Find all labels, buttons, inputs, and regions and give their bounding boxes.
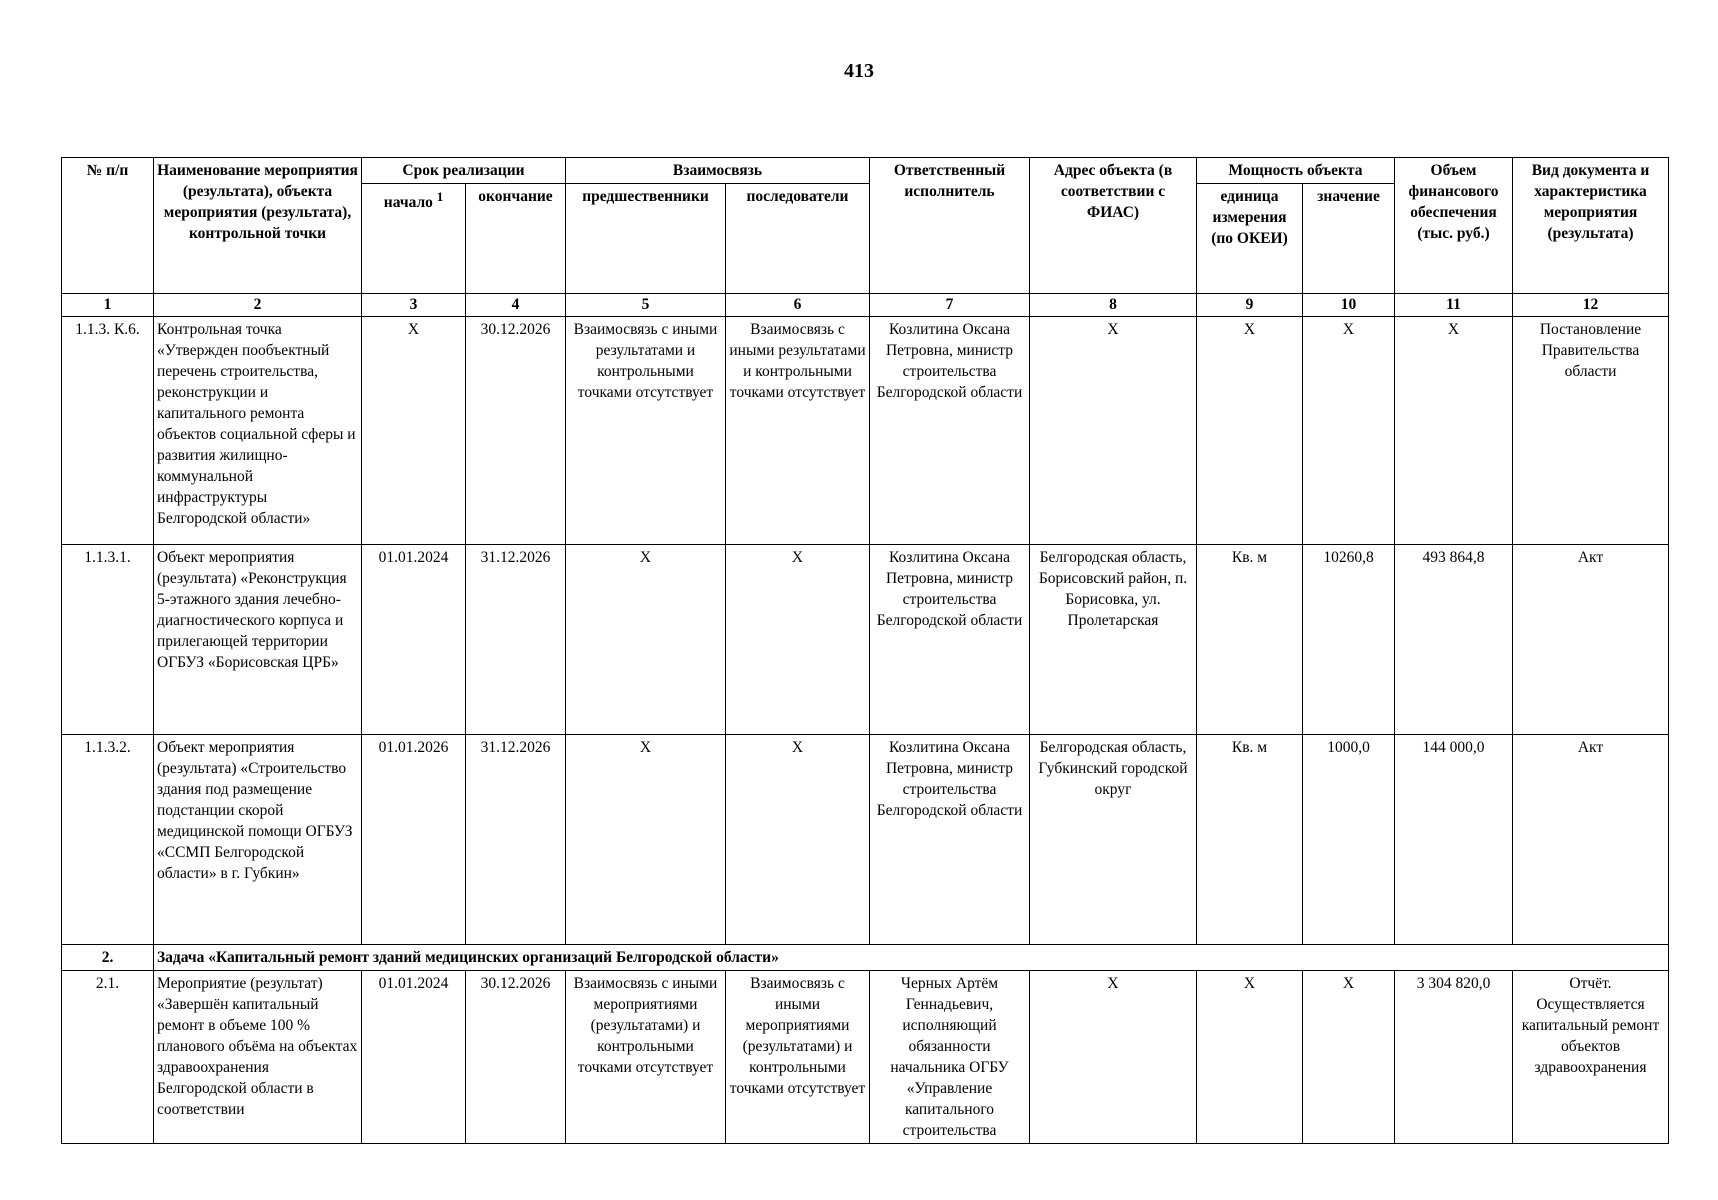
row-document: Постановление Правительства области: [1513, 317, 1669, 545]
row-predecessors: Взаимосвязь с иными мероприятиями (результатами) и контрольными точками отсутствует: [566, 971, 726, 1144]
header-value: значение: [1303, 184, 1395, 294]
task-title: Задача «Капитальный ремонт зданий медицинских организаций Белгородской области»: [154, 945, 1669, 971]
row-predecessors: Х: [566, 545, 726, 735]
row-number: 2.1.: [62, 971, 154, 1144]
column-numbers-row: [62, 294, 1669, 317]
row-end: 31.12.2026: [466, 545, 566, 735]
row-end: 30.12.2026: [466, 317, 566, 545]
table-row: [62, 735, 1669, 945]
header-successors: последователи: [726, 184, 870, 294]
row-document: Отчёт. Осуществляется капитальный ремонт объектов здравоохранения: [1513, 971, 1669, 1144]
column-number: 7: [870, 294, 1030, 317]
row-successors: Взаимосвязь с иными результатами и контрольными точками отсутствует: [726, 317, 870, 545]
header-term: Срок реализации: [362, 158, 566, 184]
header-unit: единица измерения (по ОКЕИ): [1197, 184, 1303, 294]
row-value: 1000,0: [1303, 735, 1395, 945]
table-row: [62, 317, 1669, 545]
row-executor: Козлитина Оксана Петровна, министр строительства Белгородской области: [870, 545, 1030, 735]
row-address: Х: [1030, 971, 1197, 1144]
header-capacity: Мощность объекта: [1197, 158, 1395, 184]
header-name: Наименование мероприятия (результата), объекта мероприятия (результата), контрольной точки: [154, 158, 362, 294]
row-unit: Х: [1197, 971, 1303, 1144]
page-number: 413: [844, 60, 874, 82]
row-finance: 493 864,8: [1395, 545, 1513, 735]
row-unit: Кв. м: [1197, 545, 1303, 735]
row-successors: Х: [726, 545, 870, 735]
events-table: [61, 157, 1669, 1144]
header-executor: Ответственный исполнитель: [870, 158, 1030, 294]
column-number: 2: [154, 294, 362, 317]
row-executor: Козлитина Оксана Петровна, министр строительства Белгородской области: [870, 735, 1030, 945]
header-start: [362, 184, 466, 294]
header-finance: Объем финансового обеспечения (тыс. руб.): [1395, 158, 1513, 294]
row-end: 30.12.2026: [466, 971, 566, 1144]
row-number: 1.1.3.2.: [62, 735, 154, 945]
row-finance: Х: [1395, 317, 1513, 545]
row-number: 1.1.3.1.: [62, 545, 154, 735]
column-number: 11: [1395, 294, 1513, 317]
header-start-footnote: 1: [436, 189, 444, 204]
header-no: № п/п: [62, 158, 154, 294]
column-number: 10: [1303, 294, 1395, 317]
row-predecessors: Взаимосвязь с иными результатами и контрольными точками отсутствует: [566, 317, 726, 545]
row-successors: Х: [726, 735, 870, 945]
header-row-1: [62, 158, 1669, 184]
row-value: Х: [1303, 317, 1395, 545]
column-number: 5: [566, 294, 726, 317]
task-number: 2.: [62, 945, 154, 971]
header-end: окончание: [466, 184, 566, 294]
header-predecessors: предшественники: [566, 184, 726, 294]
header-start-label: начало: [383, 194, 433, 212]
row-start: 01.01.2024: [362, 545, 466, 735]
header-address: Адрес объекта (в соответствии с ФИАС): [1030, 158, 1197, 294]
row-name: Контрольная точка «Утвержден пообъектный перечень строительства, реконструкции и капитального ремонта объектов социальной сферы и развития жилищно-коммунальной инфраструктуры Белгородской области»: [154, 317, 362, 545]
table-row: [62, 971, 1669, 1144]
row-name: Объект мероприятия (результата) «Реконструкция 5-этажного здания лечебно-диагностического корпуса и прилегающей территории ОГБУЗ «Борисовская ЦРБ»: [154, 545, 362, 735]
row-value: 10260,8: [1303, 545, 1395, 735]
row-finance: 3 304 820,0: [1395, 971, 1513, 1144]
row-address: Белгородская область, Губкинский городской округ: [1030, 735, 1197, 945]
table-row: [62, 545, 1669, 735]
row-address: Белгородская область, Борисовский район, п. Борисовка, ул. Пролетарская: [1030, 545, 1197, 735]
row-value: Х: [1303, 971, 1395, 1144]
row-finance: 144 000,0: [1395, 735, 1513, 945]
row-end: 31.12.2026: [466, 735, 566, 945]
row-start: Х: [362, 317, 466, 545]
row-unit: Х: [1197, 317, 1303, 545]
column-number: 8: [1030, 294, 1197, 317]
row-name: Объект мероприятия (результата) «Строительство здания под размещение подстанции скорой медицинской помощи ОГБУЗ «ССМП Белгородской области» в г. Губкин»: [154, 735, 362, 945]
column-number: 3: [362, 294, 466, 317]
column-number: 6: [726, 294, 870, 317]
row-executor: Козлитина Оксана Петровна, министр строительства Белгородской области: [870, 317, 1030, 545]
task-row: [62, 945, 1669, 971]
column-number: 1: [62, 294, 154, 317]
row-successors: Взаимосвязь с иными мероприятиями (результатами) и контрольными точками отсутствует: [726, 971, 870, 1144]
column-number: 4: [466, 294, 566, 317]
row-address: Х: [1030, 317, 1197, 545]
row-number: 1.1.3. К.6.: [62, 317, 154, 545]
header-document: Вид документа и характеристика мероприятия (результата): [1513, 158, 1669, 294]
row-name: Мероприятие (результат) «Завершён капитальный ремонт в объеме 100 % планового объёма на объектах здравоохранения Белгородской области в соответствии: [154, 971, 362, 1144]
row-start: 01.01.2026: [362, 735, 466, 945]
row-unit: Кв. м: [1197, 735, 1303, 945]
row-document: Акт: [1513, 735, 1669, 945]
header-relation: Взаимосвязь: [566, 158, 870, 184]
column-number: 12: [1513, 294, 1669, 317]
column-number: 9: [1197, 294, 1303, 317]
row-start: 01.01.2024: [362, 971, 466, 1144]
row-predecessors: Х: [566, 735, 726, 945]
row-document: Акт: [1513, 545, 1669, 735]
row-executor: Черных Артём Геннадьевич, исполняющий обязанности начальника ОГБУ «Управление капитального строительства: [870, 971, 1030, 1144]
